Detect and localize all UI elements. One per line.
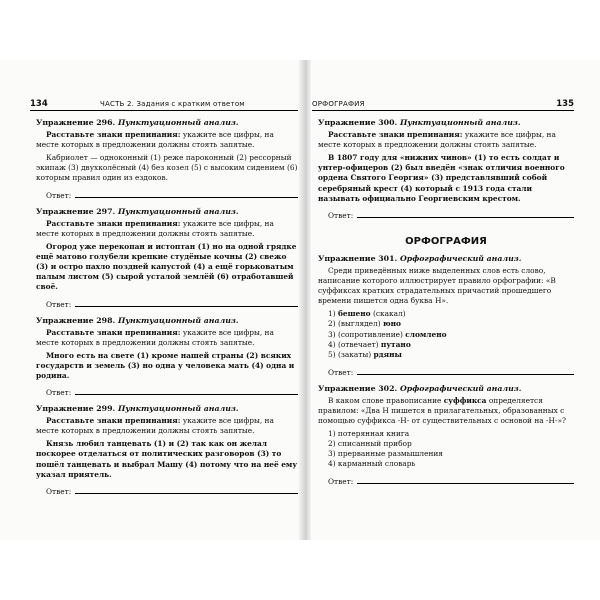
exercise-title: Упражнение 302. Орфографический анализ. <box>318 383 522 393</box>
exercise-text: В каком слове правописание суффикса определяется правилом: «Два Н пишется в прилагательных, образованных с помощью суффикса -Н- от существительных с основой на -Н-»? <box>318 395 566 425</box>
exercise-301 <box>318 254 574 376</box>
exercise-title: Упражнение 297. Пунктуационный анализ. <box>36 206 239 216</box>
exercise-title: Упражнение 301. Орфографический анализ. <box>318 254 522 264</box>
book-spread <box>0 60 600 540</box>
exercise-instruction: Расставьте знаки препинания: укажите все цифры, на месте которых в предложении должны стоять запятые. <box>36 416 274 436</box>
book-gutter <box>299 60 311 540</box>
option-item: 1) потерянная книга <box>328 428 410 438</box>
option-item: 4) (отвечает) путано <box>328 339 411 349</box>
page-number: 134 <box>30 99 48 109</box>
option-item: 4) карманный словарь <box>328 459 416 469</box>
exercise-text: Князь любил танцевать (1) и (2) так как он желал поскорее отделаться от политических разговоров (3) то пошёл танцевать и выбрал Машу (4) потому что на неё ему указал приятель. <box>36 439 298 479</box>
exercise-title: Упражнение 300. Пунктуационный анализ. <box>318 118 521 127</box>
answer-field[interactable]: Ответ: <box>328 477 574 486</box>
exercise-296 <box>36 118 298 200</box>
exercise-title: Упражнение 296. Пунктуационный анализ. <box>36 118 239 127</box>
exercise-title: Упражнение 298. Пунктуационный анализ. <box>36 315 239 325</box>
right-page-header <box>312 96 574 111</box>
exercise-text: Много есть на свете (1) кроме нашей страны (2) всяких государств и земель (3) но одна у человека мать (4) одна и родина. <box>36 350 295 381</box>
exercise-300 <box>318 118 574 220</box>
option-item: 5) (закаты) рдяны <box>328 350 402 360</box>
option-list <box>328 429 574 470</box>
exercise-instruction: Расставьте знаки препинания: укажите все цифры, на месте которых в предложении должны стоять запятые. <box>36 218 274 238</box>
option-list <box>328 309 574 360</box>
option-item: 3) прерванные размышления <box>328 449 443 459</box>
exercise-text: Кабриолет — одноконный (1) реже пароконный (2) рессорный экипаж (3) двухколёсный (4) без козел (5) с высоким сидением (6) которым правил один из ездоков. <box>36 153 298 183</box>
exercise-text: В 1807 году для «нижних чинов» (1) то есть солдат и унтер-офицеров (2) был введён «знак отличия военного ордена Святого Георгия» (3) представлявший собой серебряный крест (4) который с 1913 года стали называть официально Георгиевским крестом. <box>318 153 565 203</box>
exercise-302 <box>318 384 574 486</box>
option-item: 2) (выглядел) юно <box>328 319 401 329</box>
answer-field[interactable]: Ответ: <box>328 368 574 377</box>
answer-field[interactable]: Ответ: <box>46 191 298 200</box>
running-header: ЧАСТЬ 2. Задания с кратким ответом <box>100 100 245 108</box>
option-item: 3) (сопротивление) сломлено <box>328 329 447 339</box>
running-header: ОРФОГРАФИЯ <box>312 100 365 108</box>
right-page <box>312 60 574 540</box>
answer-field[interactable]: Ответ: <box>46 300 298 309</box>
option-item: 2) списанный прибор <box>328 438 412 448</box>
left-page <box>30 60 298 540</box>
exercise-297 <box>36 207 298 309</box>
exercise-title: Упражнение 299. Пунктуационный анализ. <box>36 404 239 414</box>
exercise-text: Среди приведённых ниже выделенных слов есть слово, написание которого иллюстрирует правило орфографии: «В суффиксах кратких страдательных причастий прошедшего времени пишется одна буква Н». <box>318 266 556 306</box>
left-page-header <box>30 96 298 111</box>
answer-field[interactable]: Ответ: <box>46 487 298 496</box>
exercise-299 <box>36 404 298 496</box>
option-item: 1) бешено (скакал) <box>328 309 406 319</box>
answer-field[interactable]: Ответ: <box>328 211 574 220</box>
exercise-instruction: Расставьте знаки препинания: укажите все цифры, на месте которых в предложении должны стоять запятые. <box>36 327 274 347</box>
section-title: ОРФОГРАФИЯ <box>405 236 487 248</box>
exercise-instruction: Расставьте знаки препинания: укажите все цифры, на месте которых в предложении должны стоять запятые. <box>36 130 274 149</box>
exercise-298 <box>36 316 298 398</box>
page-number: 135 <box>556 99 574 109</box>
exercise-instruction: Расставьте знаки препинания: укажите все цифры, на месте которых в предложении должны стоять запятые. <box>318 130 556 149</box>
answer-field[interactable]: Ответ: <box>46 388 298 397</box>
exercise-text: Огород уже перекопан и истоптан (1) но на одной грядке ещё матово голубели крепкие студёные кочны (2) свежо (3) и остро пахло поздней капустой (4) а ещё горьковатым палым листом (5) сырой усталой землёй (6) отработавшей своё. <box>36 241 297 292</box>
